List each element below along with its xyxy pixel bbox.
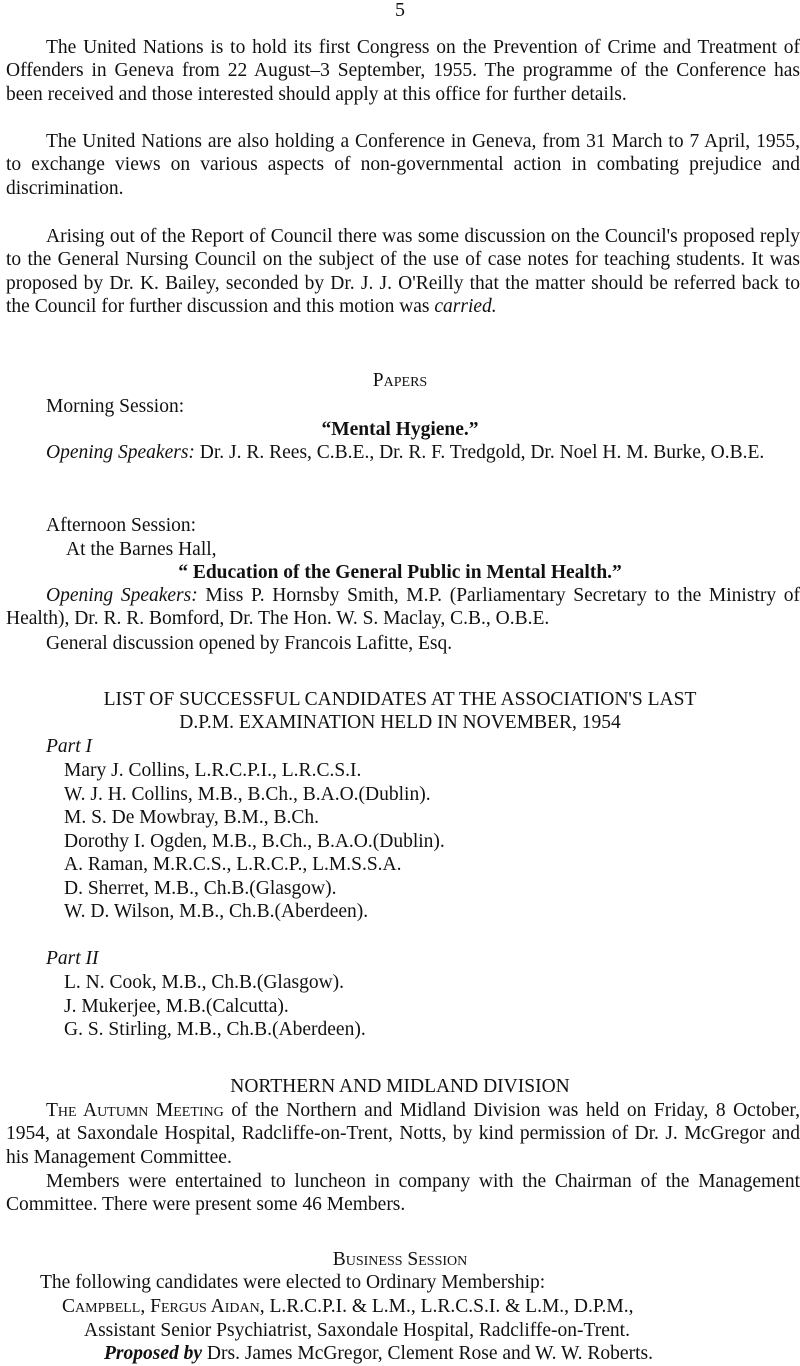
elected-intro: The following candidates were elected to Ordinary Membership: [40,1272,546,1293]
proposed-by: Proposed by Drs. James McGregor, Clement Rose and W. W. Roberts. [104,1343,653,1364]
afternoon-speakers: Opening Speakers: Miss P. Hornsby Smith, M.P. (Parliamentary Secretary to the Ministry of Health), Dr. R. R. Bomford, Dr. The Hon. W. S. Maclay, C.B., O.B.E. [6,585,800,630]
morning-session-label: Morning Session: [46,396,185,417]
candidate-post: Assistant Senior Psychiatrist, Saxondale Hospital, Radcliffe-on-Trent. [84,1320,630,1341]
general-discussion: General discussion opened by Francois Lafitte, Esq. [46,633,453,654]
luncheon-paragraph: Members were entertained to luncheon in company with the Chairman of the Management Committee. There were present some 46 Members. [6,1171,800,1216]
list-item: A. Raman, M.R.C.S., L.R.C.P., L.M.S.S.A. [64,854,402,875]
list-item: G. S. Stirling, M.B., Ch.B.(Aberdeen). [64,1019,366,1040]
papers-heading: Papers [372,370,428,391]
autumn-meeting-paragraph: The Autumn Meeting of the Northern and Midland Division was held on Friday, 8 October, 1954, at Saxondale Hospital, Radcliffe-on-Trent, Notts, by kind permission of Dr. J. McGregor and his Management Committee. [6,1100,800,1168]
list-item: W. D. Wilson, M.B., Ch.B.(Aberdeen). [64,901,369,922]
part-one-label: Part I [46,736,93,757]
list-item: Mary J. Collins, L.R.C.P.I., L.R.C.S.I. [64,760,362,781]
council-report-paragraph: Arising out of the Report of Council there was some discussion on the Council's proposed reply to the General Nursing Council on the subject of the use of case notes for teaching students. It was proposed by Dr. K. Bailey, seconded by Dr. J. J. O'Reilly that the matter should be referred back to the Council for further discussion and this motion was carried. [6,226,800,318]
list-item: J. Mukerjee, M.B.(Calcutta). [64,995,289,1017]
page-number: 5 [395,0,405,21]
morning-session-title: “Mental Hygiene.” [321,419,479,440]
afternoon-session-title: “ Education of the General Public in Mental Health.” [178,562,622,583]
list-item: W. J. H. Collins, M.B., B.Ch., B.A.O.(Dublin). [64,783,431,805]
morning-speakers: Opening Speakers: Dr. J. R. Rees, C.B.E., Dr. R. F. Tredgold, Dr. Noel H. M. Burke, O.B.E. [46,442,765,463]
division-heading: NORTHERN AND MIDLAND DIVISION [230,1076,570,1097]
part-one-list [64,759,764,924]
list-item: M. S. De Mowbray, B.M., B.Ch. [64,807,319,828]
candidate-entry: Campbell, Fergus Aidan, L.R.C.P.I. & L.M., L.R.C.S.I. & L.M., D.P.M., [62,1296,634,1317]
un-conference-paragraph: The United Nations are also holding a Conference in Geneva, from 31 March to 7 April, 1955, to exchange views on various aspects of non-governmental action in combating prejudice and discrimination. [6,131,800,199]
part-two-list [64,971,764,1042]
list-item: Dorothy I. Ogden, M.B., B.Ch., B.A.O.(Dublin). [64,830,445,852]
list-item: L. N. Cook, M.B., Ch.B.(Glasgow). [64,972,345,993]
candidates-heading-line2: D.P.M. EXAMINATION HELD IN NOVEMBER, 1954 [179,712,621,733]
part-two-label: Part II [46,948,99,969]
candidates-heading-line1: LIST OF SUCCESSFUL CANDIDATES AT THE ASSOCIATION'S LAST [103,689,697,710]
list-item: D. Sherret, M.B., Ch.B.(Glasgow). [64,877,337,899]
business-session-heading: Business Session [332,1249,468,1270]
un-congress-paragraph: The United Nations is to hold its first Congress on the Prevention of Crime and Treatment of Offenders in Geneva from 22 August–3 September, 1955. The programme of the Conference has been received and those interested should apply at this office for further details. [6,37,800,105]
afternoon-session-place: At the Barnes Hall, [66,539,217,560]
afternoon-session-label: Afternoon Session: [46,515,197,536]
